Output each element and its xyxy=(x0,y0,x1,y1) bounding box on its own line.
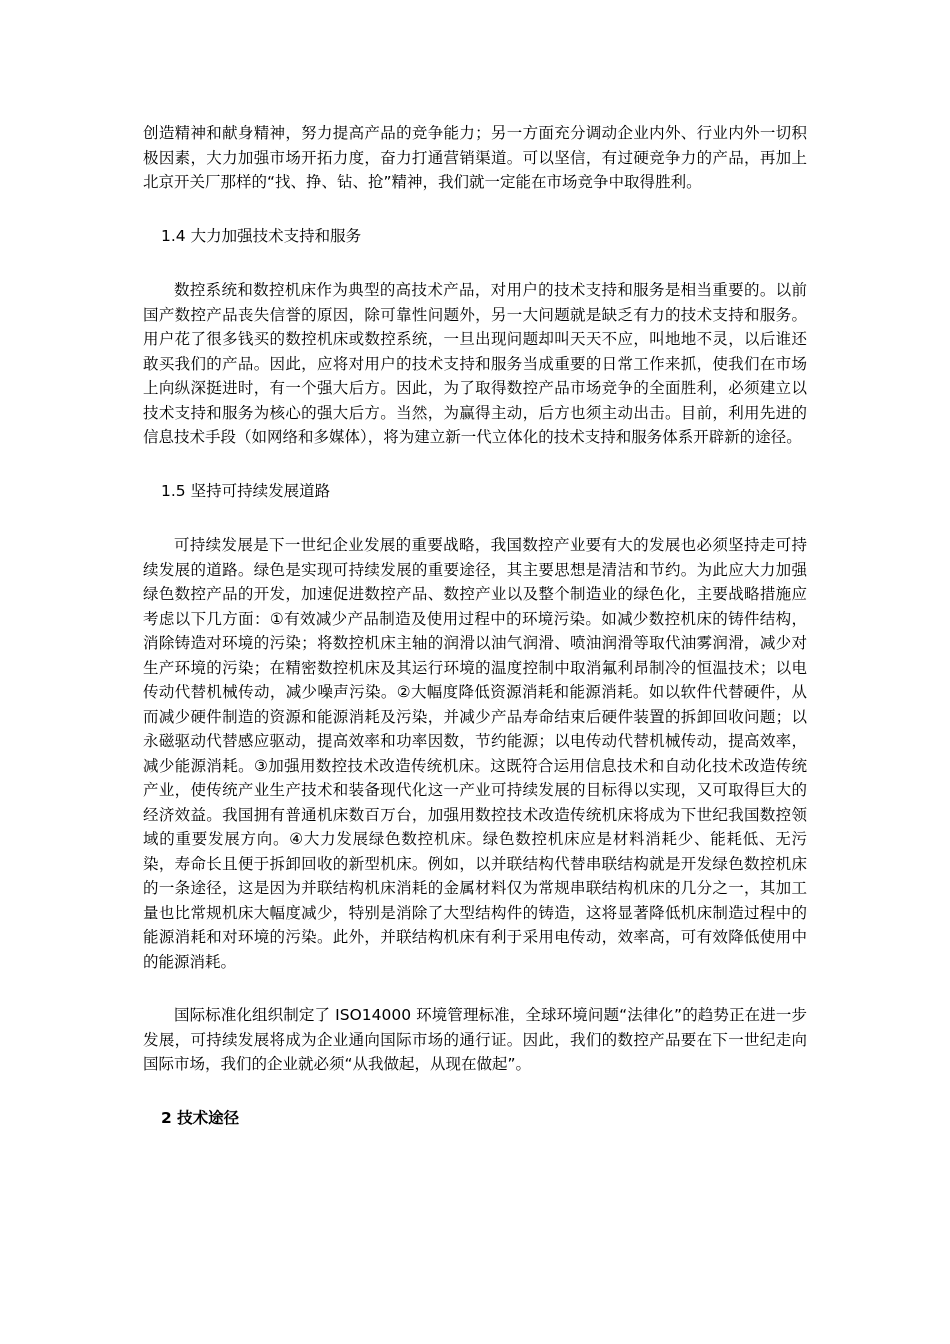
paragraph-iso14000: 国际标准化组织制定了 ISO14000 环境管理标准，全球环境问题“法律化”的趋势正在进一步发展，可持续发展将成为企业通向国际市场的通行证。因此，我们的数控产品要在下一世纪走向国际市场，我们的企业就必须“从我做起，从现在做起”。 xyxy=(143,1006,807,1073)
paragraph-technical-support: 数控系统和数控机床作为典型的高技术产品，对用户的技术支持和服务是相当重要的。以前国产数控产品丧失信誉的原因，除可靠性问题外，另一大问题就是缺乏有力的技术支持和服务。用户花了很多钱买的数控机床或数控系统，一旦出现问题却叫天天不应，叫地地不灵，以后谁还敢买我们的产品。因此，应将对用户的技术支持和服务当成重要的日常工作来抓，使我们在市场上向纵深挺进时，有一个强大后方。因此，为了取得数控产品市场竞争的全面胜利，必须建立以技术支持和服务为核心的强大后方。当然，为赢得主动，后方也须主动出击。目前，利用先进的信息技术手段（如网络和多媒体），将为建立新一代立体化的技术支持和服务体系开辟新的途径。 xyxy=(143,281,807,446)
section-heading-1-4: 1.4 大力加强技术支持和服务 xyxy=(161,226,362,245)
section-heading-2: 2 技术途径 xyxy=(161,1108,240,1127)
document-page xyxy=(143,121,807,1130)
section-heading-1-5: 1.5 坚持可持续发展道路 xyxy=(161,481,331,500)
paragraph-sustainable-development: 可持续发展是下一世纪企业发展的重要战略，我国数控产业要有大的发展也必须坚持走可持续发展的道路。绿色是实现可持续发展的重要途径，其主要思想是清洁和节约。为此应大力加强绿色数控产品的开发，加速促进数控产品、数控产业以及整个制造业的绿色化，主要战略措施应考虑以下几方面：①有效减少产品制造及使用过程中的环境污染。如减少数控机床的铸件结构，消除铸造对环境的污染；将数控机床主轴的润滑以油气润滑、喷油润滑等取代油雾润滑，减少对生产环境的污染；在精密数控机床及其运行环境的温度控制中取消氟利昂制冷的恒温技术；以电传动代替机械传动，减少噪声污染。②大幅度降低资源消耗和能源消耗。如以软件代替硬件，从而减少硬件制造的资源和能源消耗及污染，并减少产品寿命结束后硬件装置的拆卸回收问题；以永磁驱动代替感应驱动，提高效率和功率因数，节约能源；以电传动代替机械传动，提高效率，减少能源消耗。③加强用数控技术改造传统机床。这既符合运用信息技术和自动化技术改造传统产业，使传统产业生产技术和装备现代化这一产业可持续发展的目标得以实现，又可取得巨大的经济效益。我国拥有普通机床数百万台，加强用数控技术改造传统机床将成为下世纪我国数控领域的重要发展方向。④大力发展绿色数控机床。绿色数控机床应是材料消耗少、能耗低、无污染，寿命长且便于拆卸回收的新型机床。例如，以并联结构代替串联结构就是开发绿色数控机床的一条途径，这是因为并联结构机床消耗的金属材料仅为常规串联结构机床的几分之一，其加工量也比常规机床大幅度减少，特别是消除了大型结构件的铸造，这将显著降低机床制造过程中的能源消耗和对环境的污染。此外，并联结构机床有利于采用电传动，效率高，可有效降低使用中的能源消耗。 xyxy=(143,536,807,971)
paragraph-competitiveness: 创造精神和献身精神，努力提高产品的竞争能力；另一方面充分调动企业内外、行业内外一切积极因素，大力加强市场开拓力度，奋力打通营销渠道。可以坚信，有过硬竞争力的产品，再加上北京开关厂那样的“找、挣、钻、抢”精神，我们就一定能在市场竞争中取得胜利。 xyxy=(143,124,807,191)
